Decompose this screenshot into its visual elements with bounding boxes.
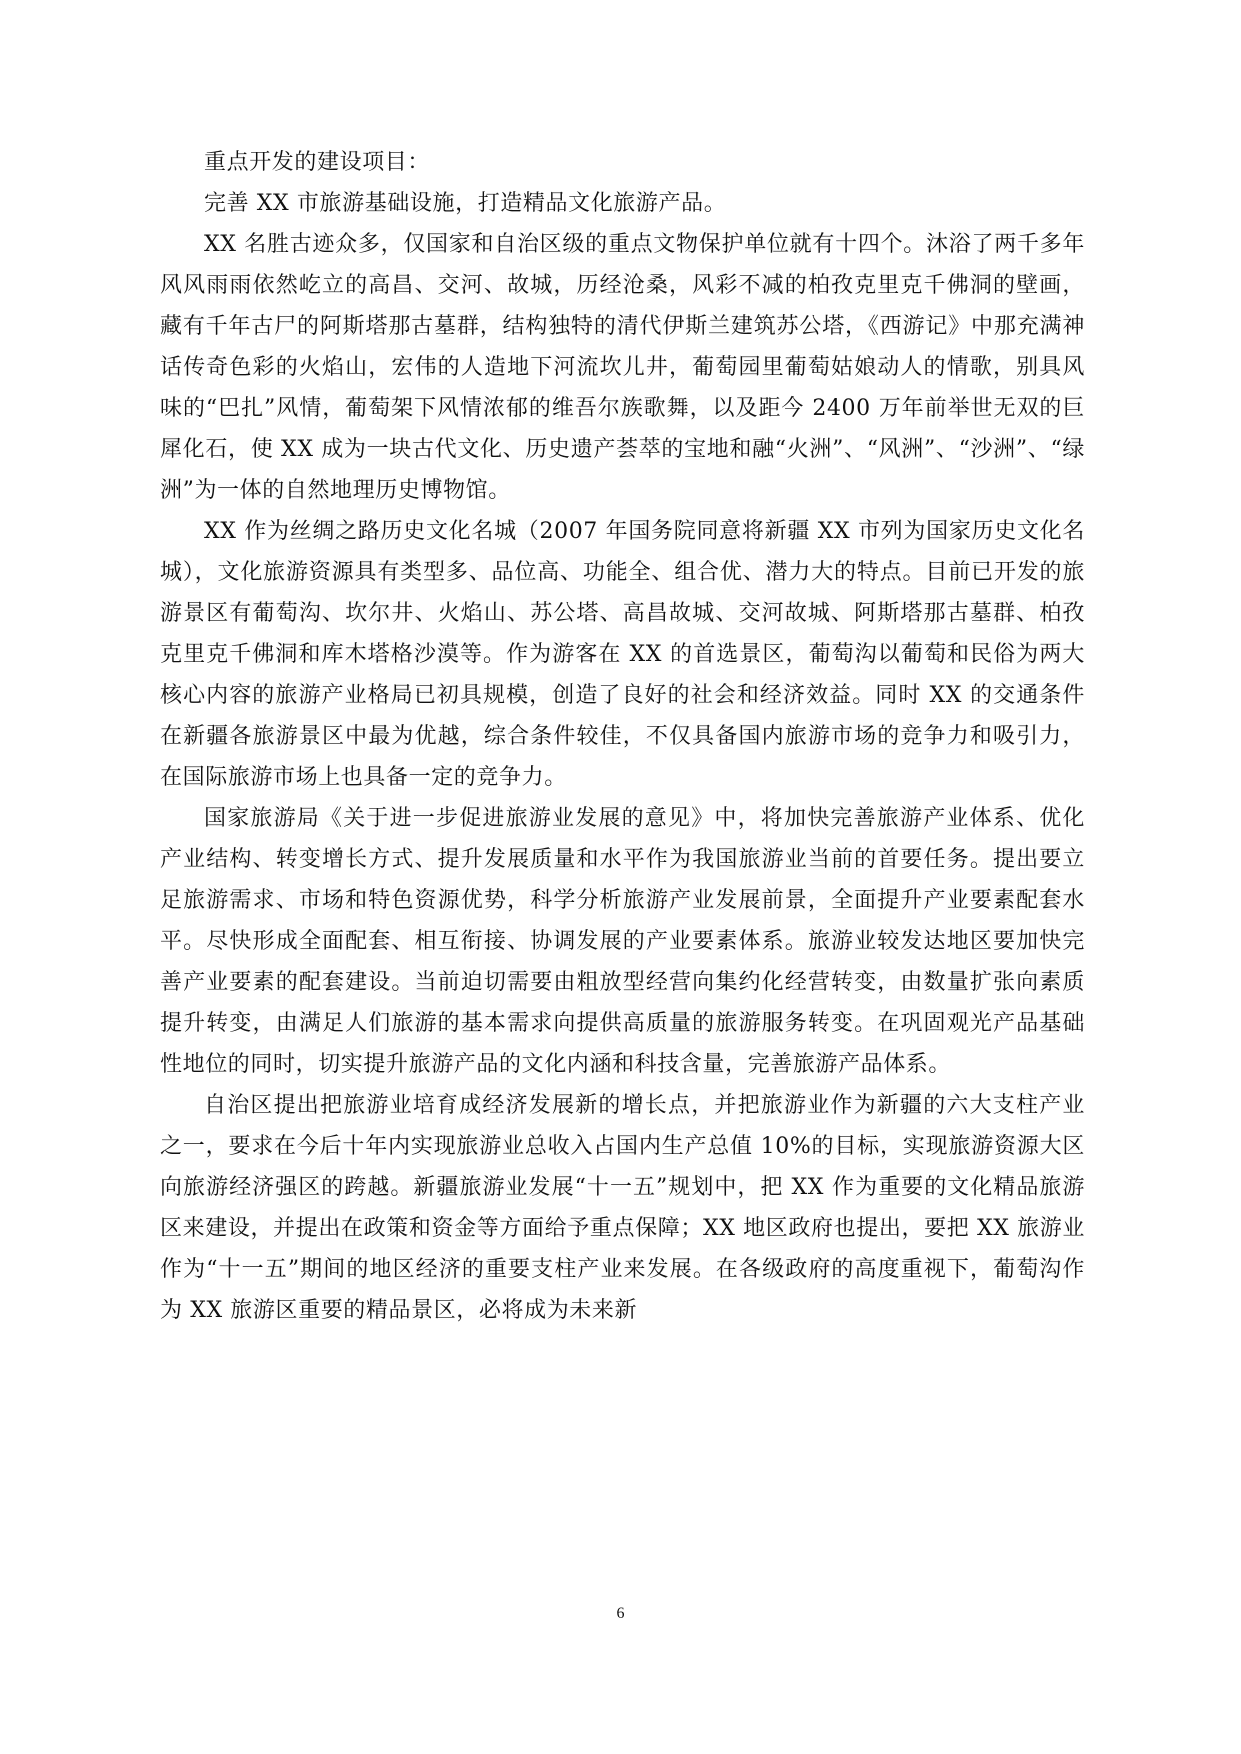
paragraph-subheading: 完善 XX 市旅游基础设施，打造精品文化旅游产品。 bbox=[204, 191, 727, 216]
paragraph-national-tourism-policy: 国家旅游局《关于进一步促进旅游业发展的意见》中，将加快完善旅游产业体系、优化产业结构、转变增长方式、提升发展质量和水平作为我国旅游业当前的首要任务。提出要立足旅游需求、市场和特色资源优势，科学分析旅游产业发展前景，全面提升产业要素配套水平。尽快形成全面配套、相互衔接、协调发展的产业要素体系。旅游业较发达地区要加快完善产业要素的配套建设。当前迫切需要由粗放型经营向集约化经营转变，由数量扩张向素质提升转变，由满足人们旅游的基本需求向提供高质量的旅游服务转变。在巩固观光产品基础性地位的同时，切实提升旅游产品的文化内涵和科技含量，完善旅游产品体系。 bbox=[160, 806, 1085, 1077]
page-number: 6 bbox=[616, 1605, 625, 1622]
paragraph-heading: 重点开发的建设项目： bbox=[204, 150, 431, 175]
paragraph-heritage-sites: XX 名胜古迹众多，仅国家和自治区级的重点文物保护单位就有十四个。沐浴了两千多年风风雨雨依然屹立的高昌、交河、故城，历经沧桑，风彩不减的柏孜克里克千佛洞的壁画，藏有千年古尸的阿斯塔那古墓群，结构独特的清代伊斯兰建筑苏公塔，《西游记》中那充满神话传奇色彩的火焰山，宏伟的人造地下河流坎儿井，葡萄园里葡萄姑娘动人的情歌，别具风味的“巴扎”风情，葡萄架下风情浓郁的维吾尔族歌舞，以及距今 2400 万年前举世无双的巨犀化石，使 XX 成为一块古代文化、历史遗产荟萃的宝地和融“火洲”、“风洲”、“沙洲”、“绿洲”为一体的自然地理历史博物馆。 bbox=[160, 232, 1085, 503]
document-body bbox=[160, 142, 1085, 1331]
paragraph-silk-road-city: XX 作为丝绸之路历史文化名城（2007 年国务院同意将新疆 XX 市列为国家历史文化名城），文化旅游资源具有类型多、品位高、功能全、组合优、潜力大的特点。目前已开发的旅游景区有葡萄沟、坎尔井、火焰山、苏公塔、高昌故城、交河故城、阿斯塔那古墓群、柏孜克里克千佛洞和库木塔格沙漠等。作为游客在 XX 的首选景区，葡萄沟以葡萄和民俗为两大核心内容的旅游产业格局已初具规模，创造了良好的社会和经济效益。同时 XX 的交通条件在新疆各旅游景区中最为优越，综合条件较佳，不仅具备国内旅游市场的竞争力和吸引力，在国际旅游市场上也具备一定的竞争力。 bbox=[160, 519, 1085, 790]
paragraph-regional-development: 自治区提出把旅游业培育成经济发展新的增长点，并把旅游业作为新疆的六大支柱产业之一，要求在今后十年内实现旅游业总收入占国内生产总值 10%的目标，实现旅游资源大区向旅游经济强区的跨越。新疆旅游业发展“十一五”规划中，把 XX 作为重要的文化精品旅游区来建设，并提出在政策和资金等方面给予重点保障；XX 地区政府也提出，要把 XX 旅游业作为“十一五”期间的地区经济的重要支柱产业来发展。在各级政府的高度重视下，葡萄沟作为 XX 旅游区重要的精品景区，必将成为未来新 bbox=[160, 1093, 1085, 1323]
